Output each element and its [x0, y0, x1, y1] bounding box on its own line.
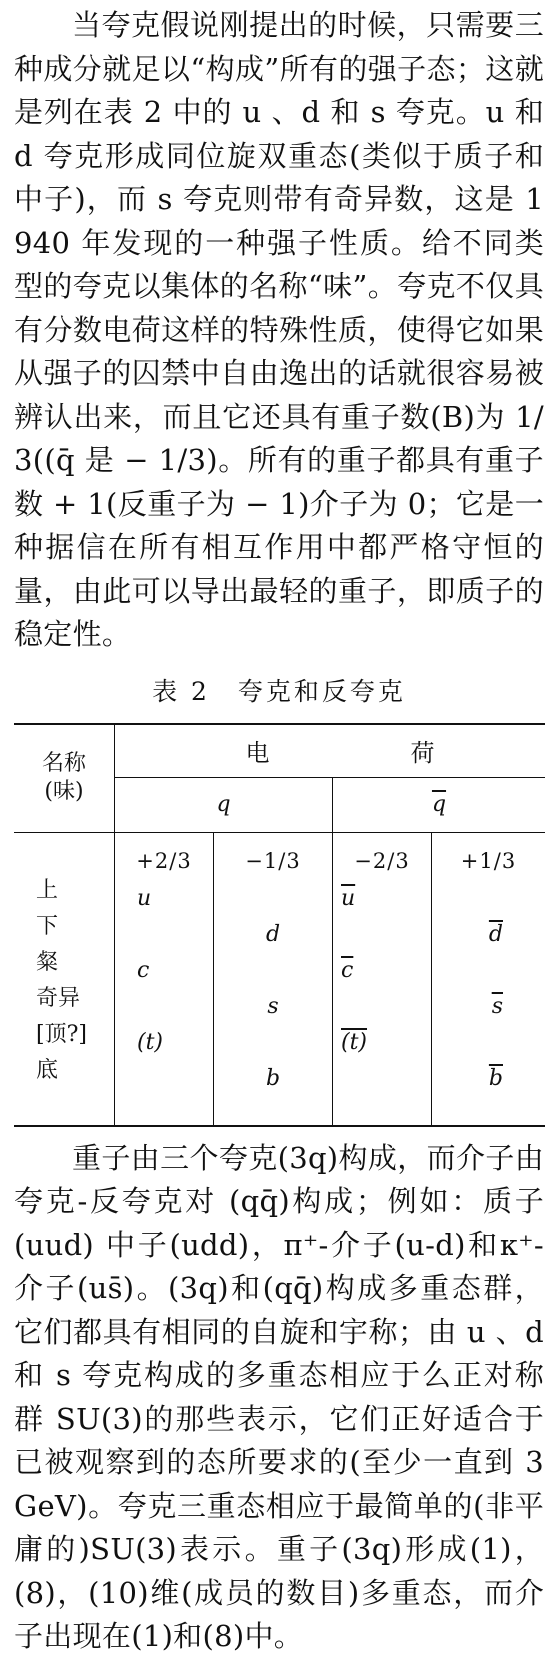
quark-header: q [115, 777, 333, 832]
charge-value: +2/3 [136, 848, 192, 873]
flavor-name: 上 [36, 877, 59, 903]
quark-symbol [115, 1061, 213, 1097]
table-caption: 表 2 夸克和反夸克 [152, 676, 406, 706]
antiquark-symbol: $\overline{s}$ [491, 993, 503, 1019]
quark-symbol [214, 1025, 332, 1061]
charge-value: −2/3 [354, 848, 410, 873]
flavor-name: 下 [36, 913, 59, 939]
antiquark-symbol [333, 1061, 431, 1097]
antiquark-symbol: (t) [341, 1029, 368, 1055]
column-minus-one-third [214, 832, 333, 1126]
charge-header [115, 724, 546, 778]
antiquark-symbol: $\overline{c}$ [341, 957, 354, 983]
charge-header-right: 荷 [410, 739, 435, 767]
quark-symbol: s [267, 993, 279, 1019]
quark-symbol: u [137, 885, 152, 911]
paragraph-multiplets: 重子由三个夸克(3q)构成，而介子由夸克-反夸克对 (qq̄)构成；例如：质子 (uud) 中子(udd)，π⁺-介子(u-d)和κ⁺-介子(us̄)。(3q)和(qq̄)构成多重态群，它们都具有相同的自旋和宇称；由 u 、d 和 s 夸克构成的多重态相应于么正对称群 SU(3)的那些表示，它们正好适合于已被观察到的态所要求的(至少一直到 3 GeV)。夸克三重态相应于最简单的(非平庸的)SU(3)表示。重子(3q)形成(1)，(8)，(10)维(成员的数目)多重态，而介子出现在(1)和(8)中。 [14, 1140, 544, 1653]
flavor-header-line1: 名称 [41, 751, 86, 776]
flavor-header [14, 724, 115, 833]
quark-symbol: b [265, 1065, 281, 1091]
quark-symbol [115, 989, 213, 1025]
column-plus-two-thirds [115, 832, 214, 1126]
antiquark-symbol [432, 881, 545, 917]
quark-symbol [115, 917, 213, 953]
quark-symbol: (t) [137, 1029, 164, 1055]
antiquark-symbol [333, 989, 431, 1025]
charge-value: −1/3 [245, 848, 301, 873]
flavor-name: 奇异 [36, 985, 81, 1011]
column-minus-two-thirds [333, 832, 432, 1126]
flavor-name: 底 [36, 1057, 59, 1083]
antiquark-header-symbol: $\overline{q}$ [431, 792, 447, 817]
flavor-name: [顶?] [36, 1021, 87, 1047]
charge-value: +1/3 [460, 848, 517, 873]
quark-symbol [214, 881, 332, 917]
charge-header-left: 电 [245, 739, 270, 767]
antiquark-symbol [432, 953, 545, 989]
quark-symbol: c [137, 957, 150, 983]
antiquark-symbol: $\overline{d}$ [488, 921, 503, 947]
flavor-header-line2: (味) [44, 779, 84, 804]
quark-table [14, 723, 545, 1127]
paragraph-intro: 当夸克假说刚提出的时候，只需要三种成分就足以“构成”所有的强子态；这就是列在表 2 中的 u 、d 和 s 夸克。u 和 d 夸克形成同位旋双重态(类似于质子和中子)，而 s 夸克则带有奇异数，这是 1940 年发现的一种强子性质。给不同类型的夸克以集体的名称“味”。夸克不仅具有分数电荷这样的特殊性质，使得它如果从强子的囚禁中自由逸出的话就很容易被辨认出来，而且它还具有重子数(B)为 1/3((q̄ 是 − 1/3)。所有的重子都具有重子数 + 1(反重子为 − 1)介子为 0；它是一种据信在所有相互作用中都严格守恒的量，由此可以导出最轻的重子，即质子的稳定性。 [14, 8, 544, 651]
antiquark-symbol [432, 1025, 545, 1061]
antiquark-symbol: $\overline{b}$ [488, 1065, 503, 1091]
column-plus-one-third [432, 832, 546, 1126]
antiquark-symbol: $\overline{u}$ [341, 885, 356, 911]
flavor-names-column [14, 832, 115, 1126]
antiquark-symbol [333, 917, 431, 953]
antiquark-header [333, 777, 546, 832]
quark-symbol [214, 953, 332, 989]
quark-symbol: d [265, 921, 281, 947]
flavor-name: 粲 [36, 949, 59, 975]
